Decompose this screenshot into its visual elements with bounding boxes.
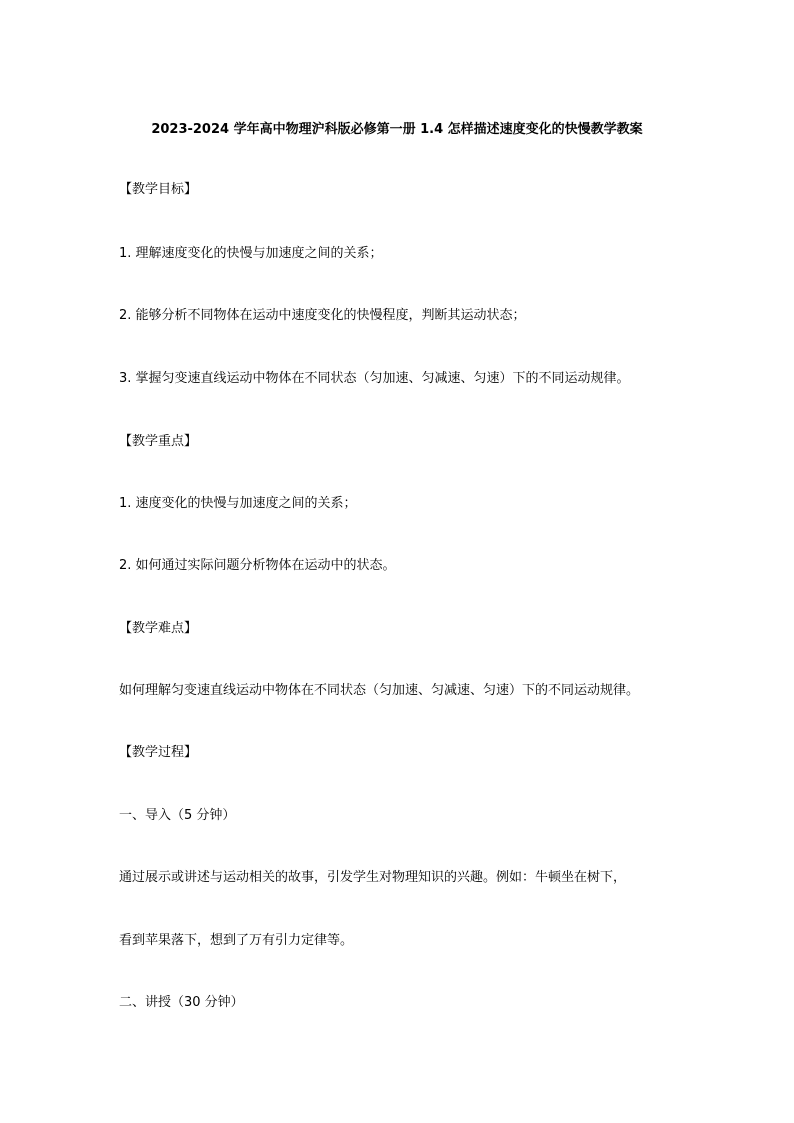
goal-item-3: 3. 掌握匀变速直线运动中物体在不同状态（匀加速、匀减速、匀速）下的不同运动规律。 bbox=[119, 371, 630, 386]
heading-difficulties: 【教学难点】 bbox=[119, 621, 198, 636]
difficulty-text: 如何理解匀变速直线运动中物体在不同状态（匀加速、匀减速、匀速）下的不同运动规律。 bbox=[119, 683, 640, 698]
document-title: 2023-2024 学年高中物理沪科版必修第一册 1.4 怎样描述速度变化的快慢教学教案 bbox=[151, 122, 643, 137]
introduction-text-line-1: 通过展示或讲述与运动相关的故事，引发学生对物理知识的兴趣。例如：牛顿坐在树下， bbox=[119, 870, 627, 885]
heading-teaching-goals: 【教学目标】 bbox=[119, 182, 198, 197]
introduction-text-line-2: 看到苹果落下，想到了万有引力定律等。 bbox=[119, 933, 354, 948]
goal-item-1: 1. 理解速度变化的快慢与加速度之间的关系； bbox=[119, 246, 383, 261]
key-point-item-1: 1. 速度变化的快慢与加速度之间的关系； bbox=[119, 496, 357, 511]
section-lecture: 二、讲授（30 分钟） bbox=[119, 995, 244, 1010]
goal-item-2: 2. 能够分析不同物体在运动中速度变化的快慢程度，判断其运动状态； bbox=[119, 308, 526, 323]
section-introduction: 一、导入（5 分钟） bbox=[119, 808, 236, 823]
heading-key-points: 【教学重点】 bbox=[119, 434, 198, 449]
key-point-item-2: 2. 如何通过实际问题分析物体在运动中的状态。 bbox=[119, 558, 396, 573]
heading-teaching-process: 【教学过程】 bbox=[119, 745, 198, 760]
